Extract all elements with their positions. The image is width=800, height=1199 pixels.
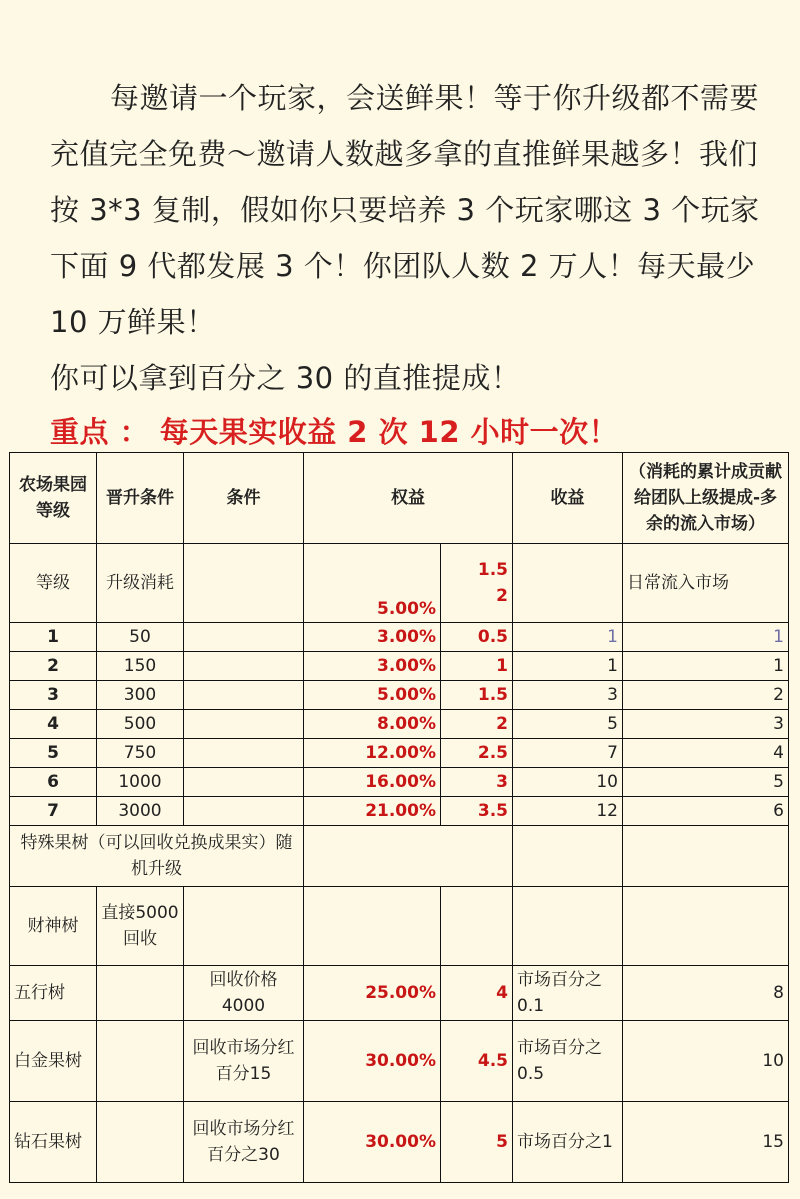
market-cell: 2	[623, 681, 789, 710]
header-market-note: （消耗的累计成贡献给团队上级提成-多余的流入市场）	[623, 453, 789, 544]
bonus-cell: 3	[441, 768, 513, 797]
bonus-cell: 2	[441, 710, 513, 739]
bonus-cell: 0.5	[441, 623, 513, 652]
tree-market-cell: 15	[623, 1102, 789, 1183]
level-cell: 7	[10, 797, 97, 826]
tree-condition-cell: 回收市场分红百分之30	[184, 1102, 304, 1183]
rate-cell: 3.00%	[304, 623, 441, 652]
condition-cell	[184, 797, 304, 826]
subheader-income-empty	[513, 544, 623, 623]
table-row	[10, 681, 789, 710]
income-cell: 7	[513, 739, 623, 768]
cost-cell: 750	[97, 739, 184, 768]
commission-line: 你可以拿到百分之 30 的直推提成！	[50, 361, 521, 395]
header-income: 收益	[513, 453, 623, 544]
bonus-cell: 1	[441, 652, 513, 681]
condition-cell	[184, 623, 304, 652]
special-trees-label: 特殊果树（可以回收兑换成果实）随机升级	[10, 826, 304, 887]
tree-row	[10, 1021, 789, 1102]
income-cell: 1	[513, 623, 623, 652]
tree-rate-cell: 30.00%	[304, 1102, 441, 1183]
income-cell: 5	[513, 710, 623, 739]
rate-cell: 21.00%	[304, 797, 441, 826]
income-cell: 12	[513, 797, 623, 826]
tree-bonus-cell: 5	[441, 1102, 513, 1183]
tree-name-cell: 白金果树	[10, 1021, 97, 1102]
table-row	[10, 739, 789, 768]
market-cell: 1	[623, 652, 789, 681]
level-cell: 1	[10, 623, 97, 652]
subheader-empty	[184, 544, 304, 623]
tree-market-cell: 8	[623, 966, 789, 1021]
market-cell: 3	[623, 710, 789, 739]
subheader-rate: 5.00%	[304, 544, 441, 623]
cost-cell: 150	[97, 652, 184, 681]
subheader-level: 等级	[10, 544, 97, 623]
table-row	[10, 768, 789, 797]
cost-cell: 500	[97, 710, 184, 739]
rate-cell: 8.00%	[304, 710, 441, 739]
tree-condition-cell	[184, 887, 304, 966]
tree-income-cell	[513, 887, 623, 966]
cost-cell: 3000	[97, 797, 184, 826]
intro-paragraph	[50, 70, 780, 350]
condition-cell	[184, 768, 304, 797]
level-cell: 5	[10, 739, 97, 768]
tree-condition-cell: 回收价格4000	[184, 966, 304, 1021]
levels-table	[9, 452, 789, 1183]
bonus-cell: 2.5	[441, 739, 513, 768]
level-cell: 6	[10, 768, 97, 797]
market-cell: 1	[623, 623, 789, 652]
tree-bonus-cell	[441, 887, 513, 966]
tree-row	[10, 1102, 789, 1183]
bonus-cell: 1.5	[441, 681, 513, 710]
income-cell: 1	[513, 652, 623, 681]
income-cell: 10	[513, 768, 623, 797]
rate-cell: 16.00%	[304, 768, 441, 797]
rate-cell: 12.00%	[304, 739, 441, 768]
rate-cell: 5.00%	[304, 681, 441, 710]
tree-condition-cell: 回收市场分红百分15	[184, 1021, 304, 1102]
bonus-cell: 3.5	[441, 797, 513, 826]
subheader-row	[10, 544, 789, 623]
condition-cell	[184, 710, 304, 739]
level-cell: 3	[10, 681, 97, 710]
header-promotion: 晋升条件	[97, 453, 184, 544]
tree-bonus-cell: 4	[441, 966, 513, 1021]
subheader-cost: 升级消耗	[97, 544, 184, 623]
table-row	[10, 652, 789, 681]
condition-cell	[184, 739, 304, 768]
subheader-values: 1.5 2	[441, 544, 513, 623]
tree-income-cell: 市场百分之0.5	[513, 1021, 623, 1102]
tree-income-cell: 市场百分之0.1	[513, 966, 623, 1021]
market-cell: 5	[623, 768, 789, 797]
tree-name-cell: 钻石果树	[10, 1102, 97, 1183]
table-row	[10, 623, 789, 652]
tree-promo-cell: 直接5000回收	[97, 887, 184, 966]
tree-income-cell: 市场百分之1	[513, 1102, 623, 1183]
rate-cell: 3.00%	[304, 652, 441, 681]
table-header-row	[10, 453, 789, 544]
tree-market-cell	[623, 887, 789, 966]
cost-cell: 50	[97, 623, 184, 652]
condition-cell	[184, 652, 304, 681]
tree-row	[10, 887, 789, 966]
tree-rate-cell	[304, 887, 441, 966]
tree-promo-cell	[97, 1102, 184, 1183]
tree-promo-cell	[97, 966, 184, 1021]
tree-row	[10, 966, 789, 1021]
tree-promo-cell	[97, 1021, 184, 1102]
tree-name-cell: 财神树	[10, 887, 97, 966]
market-cell: 6	[623, 797, 789, 826]
table-row	[10, 710, 789, 739]
income-cell: 3	[513, 681, 623, 710]
cost-cell: 300	[97, 681, 184, 710]
level-cell: 2	[10, 652, 97, 681]
highlight-line: 重点 ： 每天果实收益 2 次 12 小时一次！	[50, 415, 619, 449]
condition-cell	[184, 681, 304, 710]
tree-bonus-cell: 4.5	[441, 1021, 513, 1102]
header-benefit: 权益	[304, 453, 513, 544]
header-condition: 条件	[184, 453, 304, 544]
tree-market-cell: 10	[623, 1021, 789, 1102]
market-cell: 4	[623, 739, 789, 768]
subheader-market: 日常流入市场	[623, 544, 789, 623]
tree-rate-cell: 25.00%	[304, 966, 441, 1021]
header-level: 农场果园等级	[10, 453, 97, 544]
tree-name-cell: 五行树	[10, 966, 97, 1021]
tree-rate-cell: 30.00%	[304, 1021, 441, 1102]
special-trees-row	[10, 826, 789, 887]
cost-cell: 1000	[97, 768, 184, 797]
level-cell: 4	[10, 710, 97, 739]
intro-text: 每邀请一个玩家，会送鲜果！等于你升级都不需要充值完全免费～邀请人数越多拿的直推鲜果越多！我们按 3*3 复制，假如你只要培养 3 个玩家哪这 3 个玩家下面 9 代都发展 3 个！你团队人数 2 万人！每天最少 10 万鲜果！	[50, 81, 760, 339]
table-row	[10, 797, 789, 826]
